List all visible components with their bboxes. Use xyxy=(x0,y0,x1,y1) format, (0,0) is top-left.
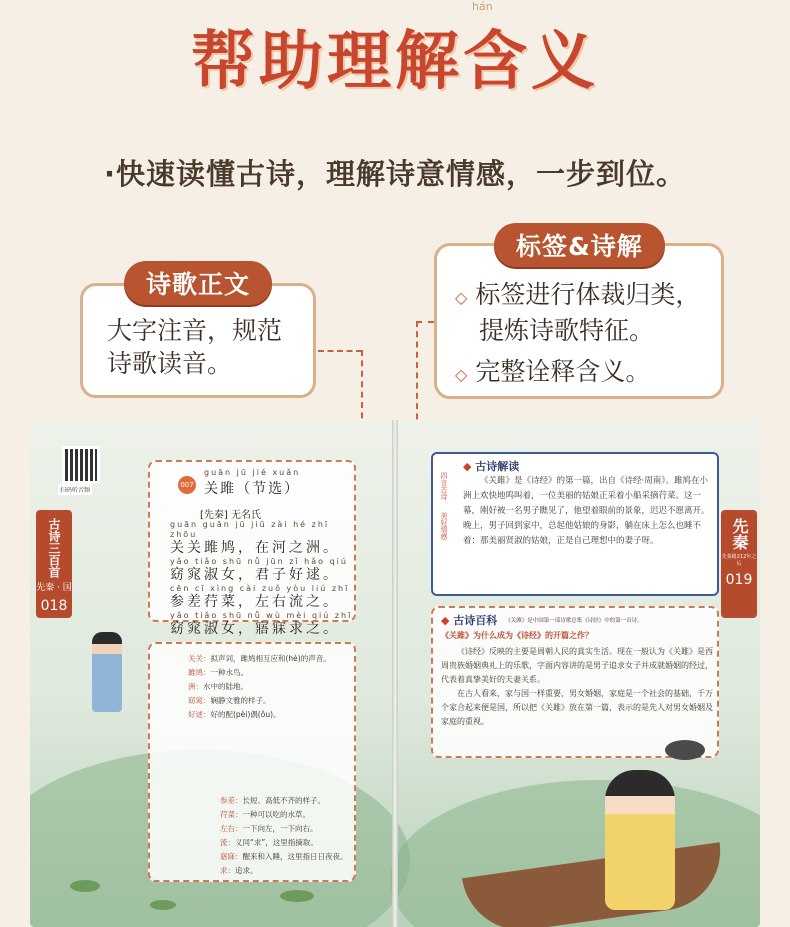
label-vertical: 美好情感 xyxy=(440,512,448,540)
poem-number-badge: 007 xyxy=(178,476,196,494)
poem-box xyxy=(148,460,356,637)
qr-label: 扫码听音频 xyxy=(58,484,92,495)
diamond-icon: ◆ xyxy=(441,614,454,627)
note-value: 一下向左，一下向右。 xyxy=(242,824,318,833)
note-value: 一种可以吃的水草。 xyxy=(242,810,310,819)
poem-line: 窈窕淑女，君子好逑。 xyxy=(170,567,340,583)
note-item xyxy=(220,822,348,836)
note-value: 长短、高低不齐的样子。 xyxy=(242,796,325,805)
label-column xyxy=(439,472,455,540)
side-tab-right xyxy=(721,510,757,618)
note-key: 求： xyxy=(220,866,235,875)
qr-code[interactable] xyxy=(62,446,100,484)
note-item xyxy=(220,808,348,822)
page-number: 019 xyxy=(725,572,753,588)
poem-line: 参差荇菜，左右流之。 xyxy=(170,594,340,610)
title-pinyin: hán xyxy=(472,0,493,13)
note-value: 一种水鸟。 xyxy=(210,668,248,677)
line-pinyin: guān guān jū jiū zài hé zhī zhōu xyxy=(170,520,330,539)
poem-title-pinyin xyxy=(204,468,300,478)
bullet-icon: ◇ xyxy=(455,288,468,307)
note-value: 好的配(pèi)偶(ǒu)。 xyxy=(210,710,281,719)
note-item xyxy=(220,794,348,808)
side-tab-left xyxy=(36,510,72,618)
pinyin-syllable: guān xyxy=(204,468,233,477)
encyclopedia-heading xyxy=(441,612,497,628)
side-tab-sub: 先秦路212年之后 xyxy=(721,554,757,567)
interpretation-box xyxy=(431,452,719,596)
note-value: 义同“求”，这里指摘取。 xyxy=(235,838,318,847)
line-pinyin: cēn cī xìng cài zuǒ yòu liú zhī xyxy=(170,584,350,593)
label-vertical: 四言古诗 xyxy=(440,472,448,500)
girl-figure xyxy=(605,770,675,910)
note-key: 荇菜： xyxy=(220,810,243,819)
callout-bullet: 完整诠释含义。 xyxy=(475,357,651,386)
line-pinyin: yǎo tiǎo shū nǚ wù mèi qiú zhī xyxy=(170,611,353,620)
note-item xyxy=(188,680,331,694)
interpretation-text: 《关雎》是《诗经》的第一篇，出自《诗经·周南》。雎鸠在小洲上欢快地鸣叫着，一位美丽的姑娘正采着小船采摘荇菜。这一幕，刚好被一名男子瞧见了，他望着眼前的景象，迟迟不愿离开。晚上，男子回到家中，总起他姑娘的身影，躺在床上怎么也睡不着：那美丽贤淑的姑娘，正是自己理想中的妻子呀。 xyxy=(463,476,710,546)
poem-line: 关关雎鸠，在河之洲。 xyxy=(170,540,340,556)
side-tab-title: 先秦 xyxy=(730,518,749,550)
encyclopedia-heading-row xyxy=(441,612,713,628)
heading-text: 古诗解读 xyxy=(475,460,520,473)
side-tab-title: 古诗三百首 xyxy=(47,518,61,578)
line-pinyin: yǎo tiǎo shū nǚ jūn zǐ hǎo qiú xyxy=(170,557,348,566)
bullet-icon: ◇ xyxy=(455,365,468,384)
boat-illustration xyxy=(462,842,728,927)
diamond-icon: ◆ xyxy=(463,460,476,473)
page-title: 帮助理解含义 xyxy=(191,24,599,99)
note-value: 醒来和入睡，这里指日日夜夜。 xyxy=(242,852,348,861)
side-tab-sub: 先秦 · 国 xyxy=(36,583,72,593)
encyclopedia-paragraph: 《诗经》反映的主要是周朝人民的真实生活。现在一般认为《关雎》是西周贵族婚姻典礼上的乐歌，字面内容讲的是男子追求女子并成就婚姻的经过，代表着真挚美好的夫妻关系。 xyxy=(441,647,713,684)
page-subtitle: ·快速读懂古诗，理解诗意情感，一步到位。 xyxy=(103,157,687,191)
poem-line: 窈窕淑女，寤寐求之。 xyxy=(170,621,340,637)
note-key: 雎鸠： xyxy=(188,668,211,677)
poem-author: [先秦] 无名氏 xyxy=(200,510,261,521)
note-value: 追求。 xyxy=(235,866,258,875)
note-item xyxy=(188,666,331,680)
callout-line: 大字注音，规范 xyxy=(107,316,283,345)
notes-box xyxy=(148,642,356,882)
note-key: 寤寐： xyxy=(220,852,243,861)
book-spread xyxy=(30,420,760,927)
note-key: 关关： xyxy=(188,654,211,663)
encyclopedia-question: 《关雎》为什么成为《诗经》的开篇之作？ xyxy=(441,631,593,640)
interpretation-heading xyxy=(463,458,713,474)
book-page-left xyxy=(30,420,395,927)
encyclopedia-heading-note: 《关雎》是中国第一部诗歌总集《诗经》中的第一首诗。 xyxy=(505,618,643,624)
note-item xyxy=(220,864,348,878)
pinyin-syllable: xuǎn xyxy=(272,468,301,477)
note-key: 窈窕： xyxy=(188,696,211,705)
connector-right-h xyxy=(416,321,434,323)
note-value: 娴静文雅的样子。 xyxy=(210,696,271,705)
note-value: 拟声词，雎鸠相互应和(hè)的声音。 xyxy=(210,654,331,663)
note-key: 好逑： xyxy=(188,710,211,719)
callout-tag-poem: 诗歌正文 xyxy=(124,261,272,305)
poem-title: 关雎（节选） xyxy=(204,481,301,497)
note-item xyxy=(188,708,331,722)
heading-text: 古诗百科 xyxy=(453,614,498,627)
callout-bullet: 提炼诗歌特征。 xyxy=(479,316,655,345)
note-item xyxy=(220,836,348,850)
note-key: 流： xyxy=(220,838,235,847)
heron-bird xyxy=(665,740,705,760)
note-item xyxy=(220,850,348,864)
callout-bullet: 标签进行体裁归类， xyxy=(475,280,701,309)
note-item xyxy=(188,652,331,666)
note-key: 洲： xyxy=(188,682,203,691)
callout-line: 诗歌读音。 xyxy=(107,349,233,378)
note-item xyxy=(188,694,331,708)
page-number: 018 xyxy=(40,598,68,614)
scholar-figure xyxy=(92,632,122,712)
note-value: 水中的陆地。 xyxy=(203,682,248,691)
book-page-right xyxy=(395,420,760,927)
note-key: 左右： xyxy=(220,824,243,833)
encyclopedia-paragraph: 在古人看来，家与国一样重要，男女婚姻，家庭是一个社会的基础，千万个家合起来便是国，所以把《关雎》放在第一篇，表示的是先人对男女婚姻及家庭的重视。 xyxy=(441,689,713,726)
encyclopedia-box xyxy=(431,606,719,758)
note-key: 参差： xyxy=(220,796,243,805)
callout-tag-labels: 标签&诗解 xyxy=(494,223,665,267)
connector-left-h xyxy=(318,350,362,352)
pinyin-syllable: jié xyxy=(252,468,268,477)
pinyin-syllable: jū xyxy=(236,468,248,477)
